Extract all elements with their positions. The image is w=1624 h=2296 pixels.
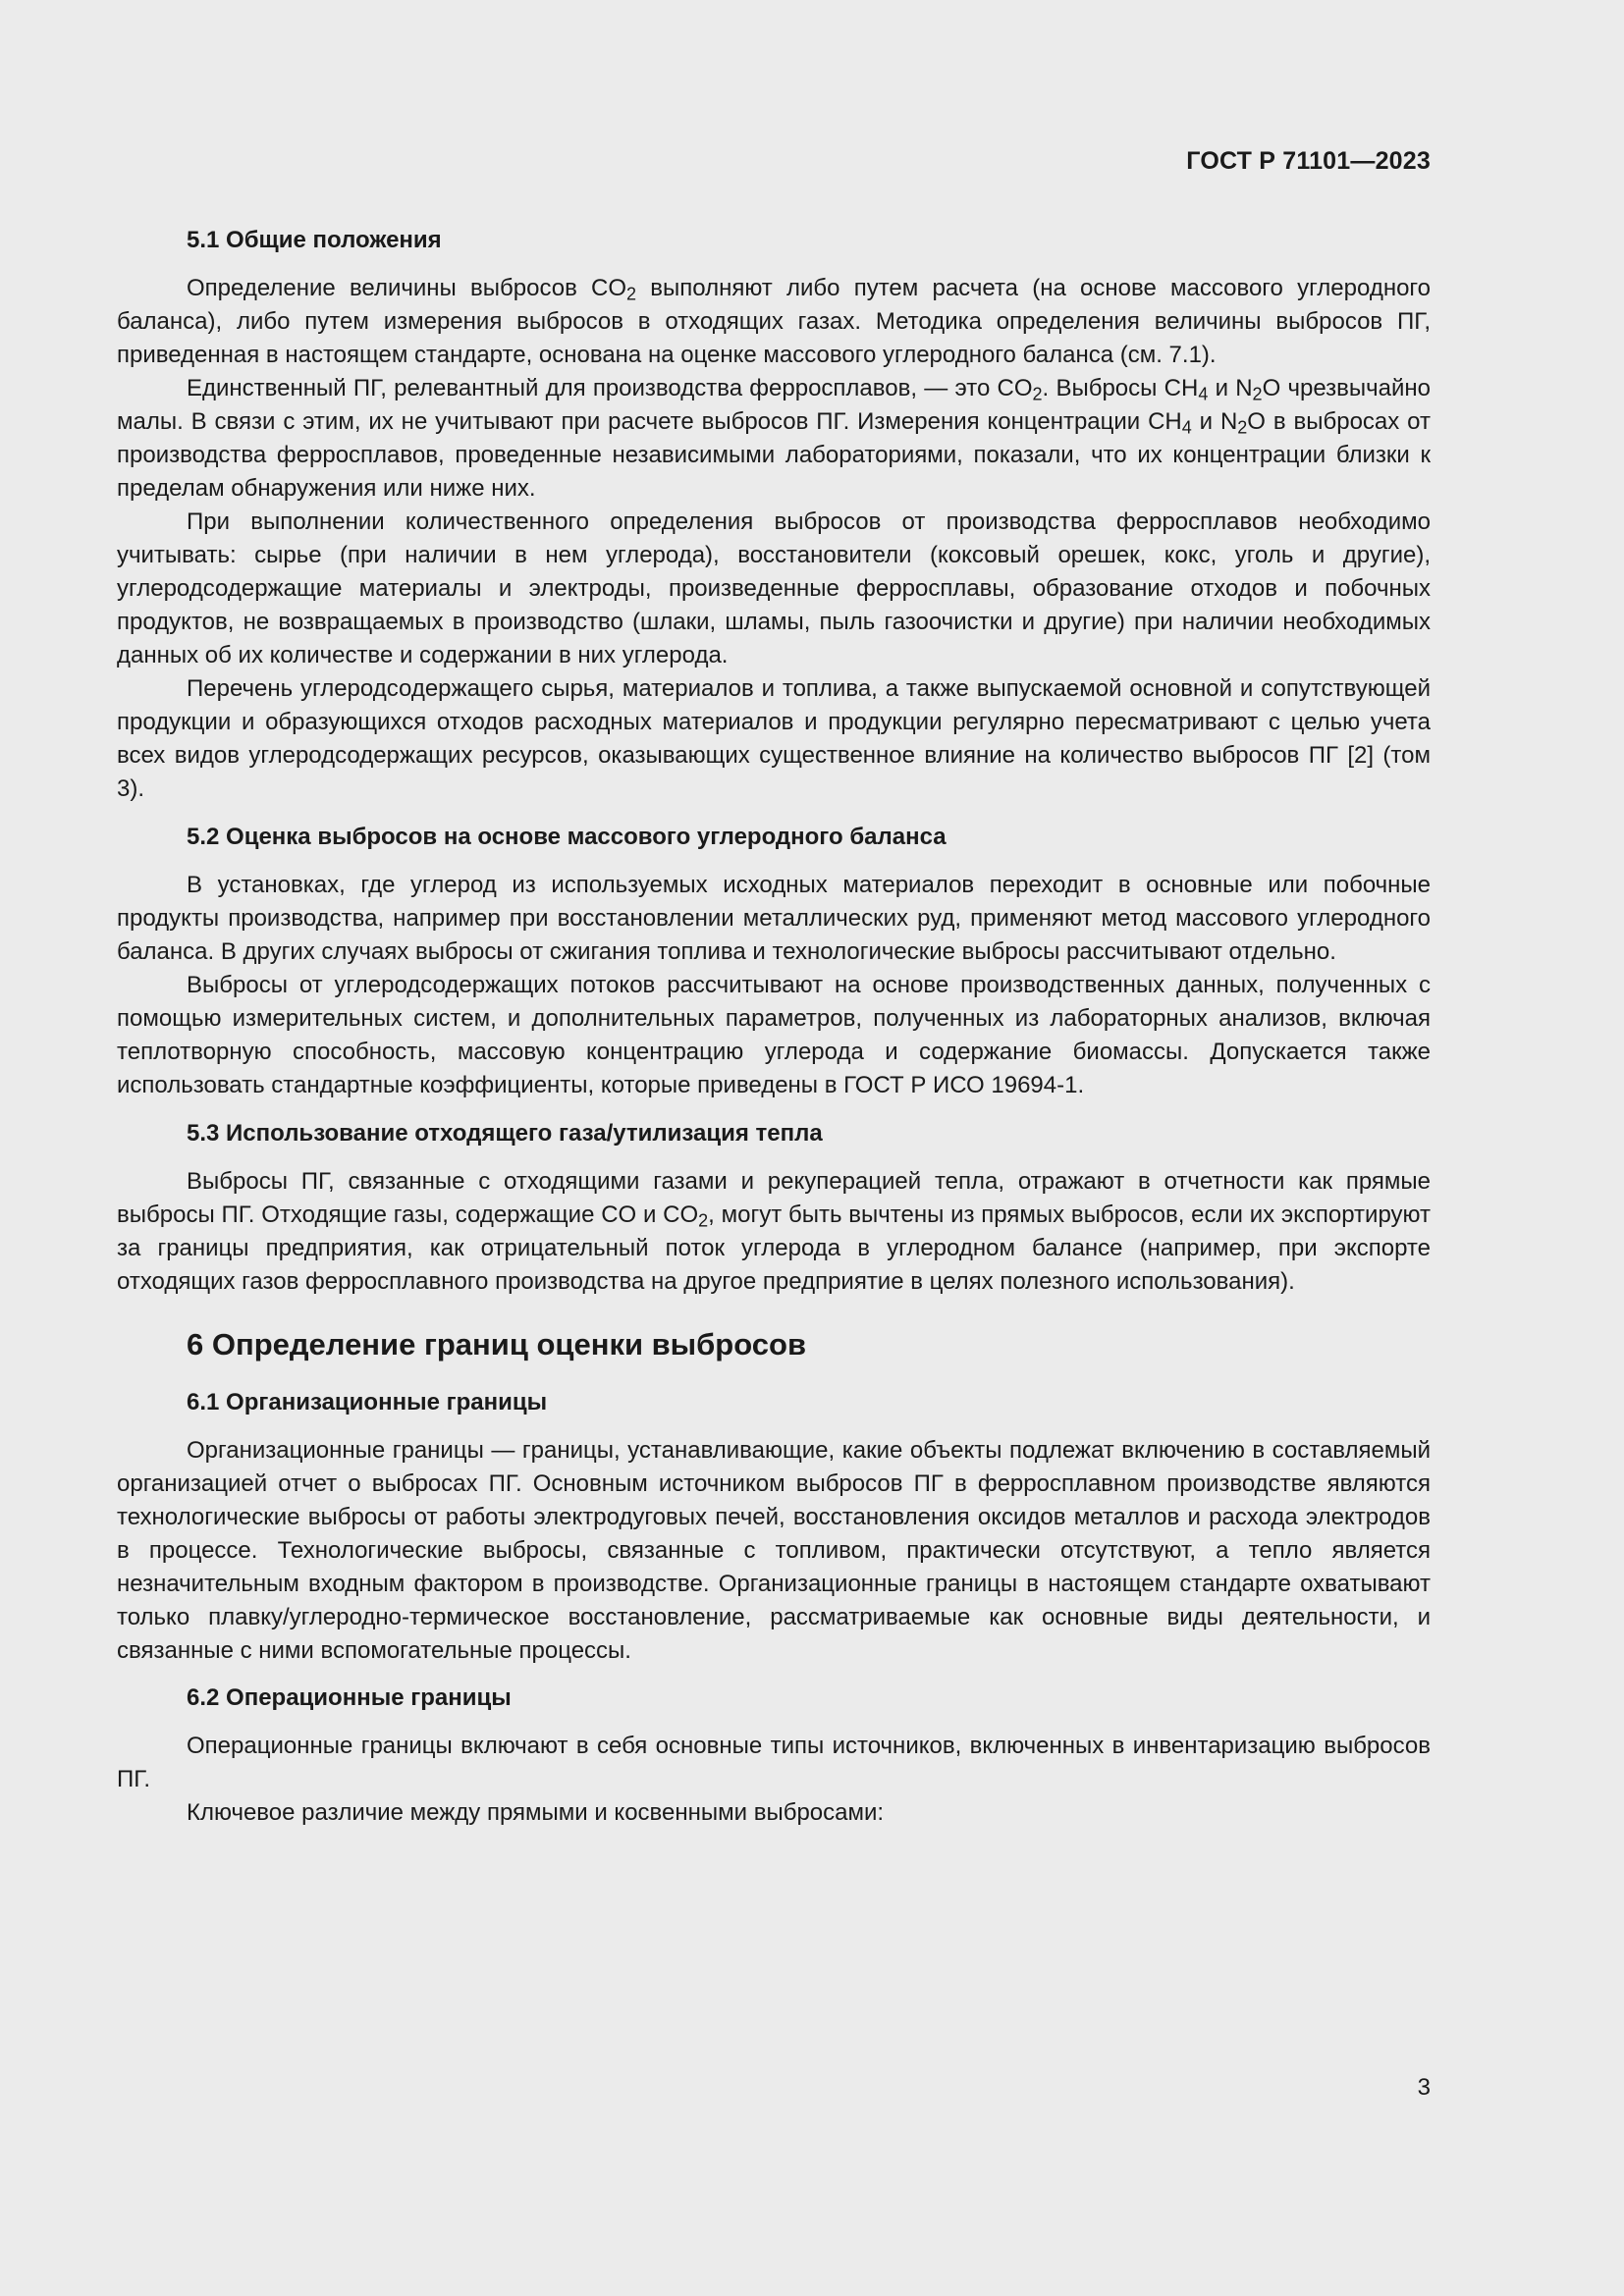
section-5-2-title: 5.2 Оценка выбросов на основе массового углеродного баланса bbox=[187, 824, 947, 850]
page-content bbox=[117, 224, 1431, 1830]
section-6-2-title: 6.2 Операционные границы bbox=[187, 1684, 512, 1711]
section-6-1-paragraph-1: Организационные границы — границы, устанавливающие, какие объекты подлежат включению в составляемый организацией отчет о выбросах ПГ. Основным источником выбросов ПГ в ферросплавном производстве являются технологические выбросы от работы электродуговых печей, восстановления оксидов металлов и расхода электродов в процессе. Технологические выбросы, связанные с топливом, практически отсутствуют, а тепло является незначительным входным фактором в производстве. Организационные границы в настоящем стандарте охватывают только плавку/углеродно-термическое восстановление, рассматриваемые как основные виды деятельности, и связанные с ними вспомогательные процессы. bbox=[117, 1437, 1431, 1664]
section-5-1-paragraph-1: Определение величины выбросов $CO_2$ выполняют либо путем расчета (на основе массового углеродного баланса), либо путем измерения выбросов в отходящих газах. Методика определения величины выбросов ПГ, приведенная в настоящем стандарте, основана на оценке массового углеродного баланса (см. 7.1). bbox=[117, 275, 1431, 368]
section-5-2-paragraph-1: В установках, где углерод из используемых исходных материалов переходит в основные или побочные продукты производства, например при восстановлении металлических руд, применяют метод массового углеродного баланса. В других случаях выбросы от сжигания топлива и технологические выбросы рассчитывают отдельно. bbox=[117, 872, 1431, 965]
section-5-1-paragraph-3: При выполнении количественного определения выбросов от производства ферросплавов необходимо учитывать: сырье (при наличии в нем углерода), восстановители (коксовый орешек, кокс, уголь и другие), углеродсодержащие материалы и электроды, произведенные ферросплавы, образование отходов и побочных продуктов, не возвращаемых в производство (шлаки, шламы, пыль газоочистки и другие) при наличии необходимых данных об их количестве и содержании в них углерода. bbox=[117, 508, 1431, 668]
section-6-2-paragraph-2: Ключевое различие между прямыми и косвенными выбросами: bbox=[187, 1799, 885, 1826]
section-5-3-paragraph-1: Выбросы ПГ, связанные с отходящими газами и рекуперацией тепла, отражают в отчетности как прямые выбросы ПГ. Отходящие газы, содержащие CO и $CO_2$, могут быть вычтены из прямых выбросов, если их экспортируют за границы предприятия, как отрицательный поток углерода в углеродном балансе (например, при экспорте отходящих газов ферросплавного производства на другое предприятие в целях полезного использования). bbox=[117, 1168, 1431, 1295]
section-5-1-paragraph-4: Перечень углеродсодержащего сырья, материалов и топлива, а также выпускаемой основной и сопутствующей продукции и образующихся отходов расходных материалов и продукции регулярно пересматривают с целью учета всех видов углеродсодержащих ресурсов, оказывающих существенное влияние на количество выбросов ПГ [2] (том 3). bbox=[117, 675, 1431, 802]
section-6-2-paragraph-1: Операционные границы включают в себя основные типы источников, включенных в инвентаризацию выбросов ПГ. bbox=[117, 1733, 1431, 1792]
page-number: 3 bbox=[1417, 2074, 1431, 2101]
section-6-1-title: 6.1 Организационные границы bbox=[187, 1389, 548, 1415]
section-5-1-paragraph-2: Единственный ПГ, релевантный для производства ферросплавов, — это $CO_2$. Выбросы $CH_4$ и $N_2O$ чрезвычайно малы. В связи с этим, их не учитывают при расчете выбросов ПГ. Измерения концентрации $CH_4$ и $N_2O$ в выбросах от производства ферросплавов, проведенные независимыми лабораториями, показали, что их концентрации близки к пределам обнаружения или ниже них. bbox=[117, 375, 1432, 502]
chapter-6-title: 6 Определение границ оценки выбросов bbox=[187, 1327, 807, 1362]
section-5-1-title: 5.1 Общие положения bbox=[187, 227, 442, 253]
standard-code: ГОСТ Р 71101—2023 bbox=[1186, 147, 1431, 175]
section-5-3-title: 5.3 Использование отходящего газа/утилизация тепла bbox=[187, 1120, 823, 1147]
section-5-2-paragraph-2: Выбросы от углеродсодержащих потоков рассчитывают на основе производственных данных, полученных с помощью измерительных систем, и дополнительных параметров, полученных из лабораторных анализов, включая теплотворную способность, массовую концентрацию углерода и содержание биомассы. Допускается также использовать стандартные коэффициенты, которые приведены в ГОСТ Р ИСО 19694-1. bbox=[117, 972, 1431, 1098]
